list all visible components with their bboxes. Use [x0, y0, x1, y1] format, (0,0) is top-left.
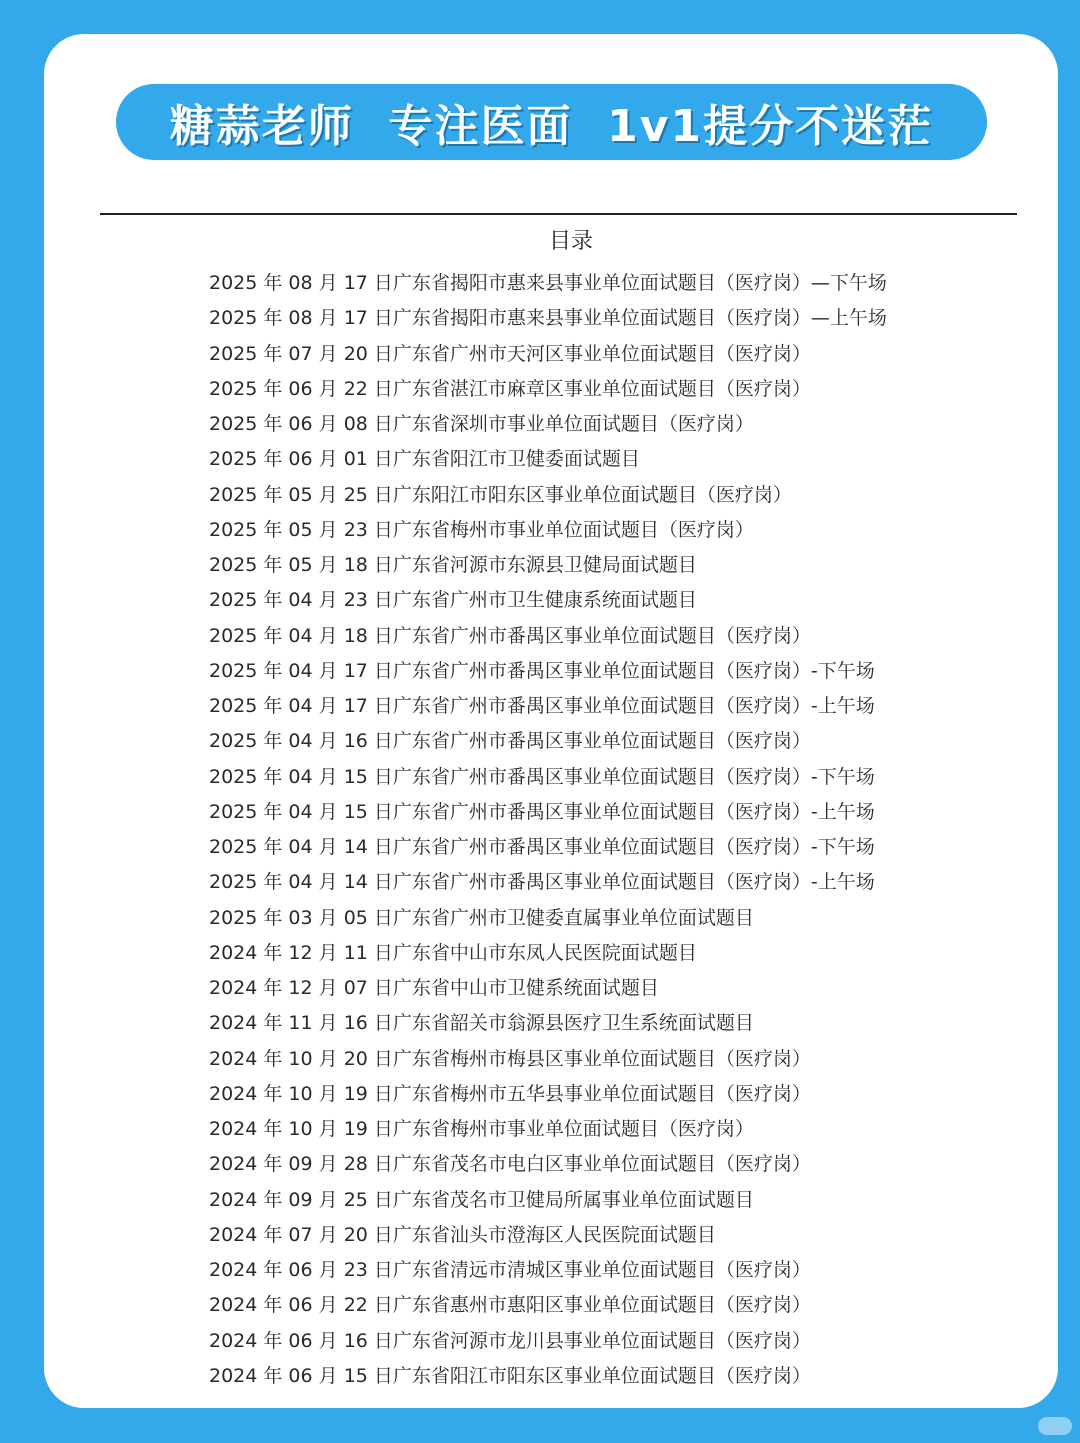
toc-item: 2025 年 03 月 05 日广东省广州市卫健委直属事业单位面试题目	[209, 906, 754, 929]
header-banner	[116, 84, 987, 160]
toc-item: 2025 年 06 月 08 日广东省深圳市事业单位面试题目（医疗岗）	[209, 413, 754, 435]
toc-item: 2025 年 05 月 23 日广东省梅州市事业单位面试题目（医疗岗）	[209, 518, 754, 541]
toc-item: 2025 年 08 月 17 日广东省揭阳市惠来县事业单位面试题目（医疗岗）—下午场	[209, 272, 887, 294]
divider-line	[100, 213, 1017, 215]
toc-item: 2024 年 10 月 19 日广东省梅州市事业单位面试题目（医疗岗）	[209, 1118, 754, 1140]
toc-item: 2024 年 12 月 11 日广东省中山市东凤人民医院面试题目	[209, 941, 697, 964]
toc-item: 2025 年 04 月 14 日广东省广州市番禺区事业单位面试题目（医疗岗）-上午场	[209, 871, 875, 894]
toc-item: 2025 年 06 月 22 日广东省湛江市麻章区事业单位面试题目（医疗岗）	[209, 377, 811, 400]
toc-list	[209, 266, 1039, 1394]
toc-item: 2025 年 06 月 01 日广东省阳江市卫健委面试题目	[209, 448, 640, 471]
toc-item: 2025 年 04 月 16 日广东省广州市番禺区事业单位面试题目（医疗岗）	[209, 730, 811, 753]
toc-item: 2024 年 11 月 16 日广东省韶关市翁源县医疗卫生系统面试题目	[209, 1012, 754, 1035]
toc-item: 2024 年 09 月 25 日广东省茂名市卫健局所属事业单位面试题目	[209, 1188, 754, 1211]
watermark-badge	[1038, 1417, 1072, 1435]
toc-item: 2025 年 05 月 25 日广东阳江市阳东区事业单位面试题目（医疗岗）	[209, 483, 792, 506]
toc-item: 2025 年 08 月 17 日广东省揭阳市惠来县事业单位面试题目（医疗岗）—上午场	[209, 307, 887, 330]
toc-item: 2024 年 06 月 23 日广东省清远市清城区事业单位面试题目（医疗岗）	[209, 1259, 811, 1281]
toc-item: 2025 年 04 月 17 日广东省广州市番禺区事业单位面试题目（医疗岗）-下午场	[209, 659, 875, 682]
toc-item: 2025 年 04 月 15 日广东省广州市番禺区事业单位面试题目（医疗岗）-上午场	[209, 800, 875, 823]
toc-item: 2024 年 07 月 20 日广东省汕头市澄海区人民医院面试题目	[209, 1223, 716, 1246]
toc-item: 2024 年 06 月 15 日广东省阳江市阳东区事业单位面试题目（医疗岗）	[209, 1364, 811, 1387]
toc-item: 2025 年 04 月 14 日广东省广州市番禺区事业单位面试题目（医疗岗）-下午场	[209, 836, 875, 858]
toc-item: 2025 年 05 月 18 日广东省河源市东源县卫健局面试题目	[209, 554, 697, 576]
toc-item: 2024 年 06 月 22 日广东省惠州市惠阳区事业单位面试题目（医疗岗）	[209, 1294, 811, 1317]
toc-item: 2025 年 07 月 20 日广东省广州市天河区事业单位面试题目（医疗岗）	[209, 342, 811, 365]
toc-item: 2024 年 10 月 19 日广东省梅州市五华县事业单位面试题目（医疗岗）	[209, 1082, 811, 1105]
toc-item: 2025 年 04 月 17 日广东省广州市番禺区事业单位面试题目（医疗岗）-上午场	[209, 695, 875, 717]
toc-item: 2024 年 12 月 07 日广东省中山市卫健系统面试题目	[209, 977, 659, 999]
toc-item: 2025 年 04 月 23 日广东省广州市卫生健康系统面试题目	[209, 589, 697, 612]
banner-title: 糖蒜老师 专注医面 1v1提分不迷茫	[169, 101, 934, 152]
toc-item: 2024 年 10 月 20 日广东省梅州市梅县区事业单位面试题目（医疗岗）	[209, 1047, 811, 1070]
toc-item: 2024 年 09 月 28 日广东省茂名市电白区事业单位面试题目（医疗岗）	[209, 1153, 811, 1176]
toc-item: 2025 年 04 月 15 日广东省广州市番禺区事业单位面试题目（医疗岗）-下午场	[209, 765, 875, 788]
toc-item: 2024 年 06 月 16 日广东省河源市龙川县事业单位面试题目（医疗岗）	[209, 1329, 811, 1352]
toc-item: 2025 年 04 月 18 日广东省广州市番禺区事业单位面试题目（医疗岗）	[209, 624, 811, 647]
toc-title: 目录	[548, 229, 593, 254]
